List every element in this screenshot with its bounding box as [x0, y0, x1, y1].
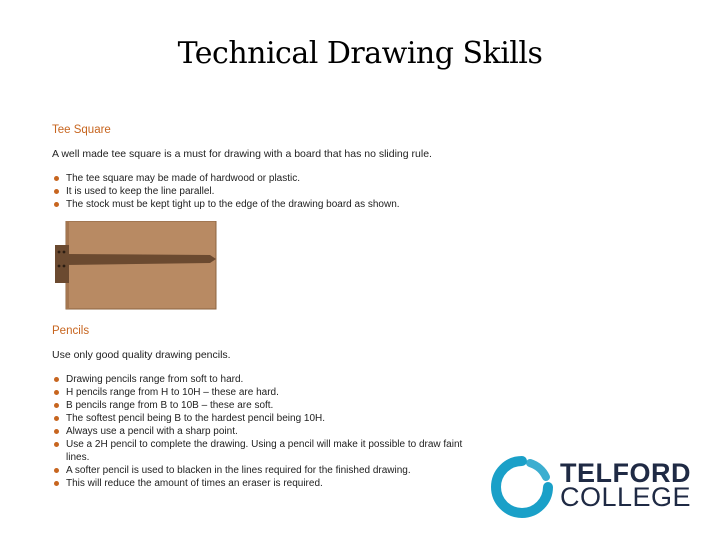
- logo-text-college: COLLEGE: [560, 482, 692, 512]
- list-item: This will reduce the amount of times an eraser is required.: [52, 477, 482, 490]
- list-item: The tee square may be made of hardwood or plastic.: [52, 172, 482, 185]
- tee-square-bullet-list: [52, 172, 482, 211]
- list-item: The softest pencil being B to the hardest pencil being 10H.: [52, 412, 482, 425]
- list-item: B pencils range from B to 10B – these are soft.: [52, 399, 482, 412]
- list-item: The stock must be kept tight up to the edge of the drawing board as shown.: [52, 198, 482, 211]
- list-item: H pencils range from H to 10H – these are hard.: [52, 386, 482, 399]
- list-item: It is used to keep the line parallel.: [52, 185, 482, 198]
- list-item: Use a 2H pencil to complete the drawing. Using a pencil will make it possible to draw faint lines.: [52, 438, 482, 464]
- tee-square-intro: A well made tee square is a must for drawing with a board that has no sliding rule.: [52, 148, 432, 160]
- pencils-intro: Use only good quality drawing pencils.: [52, 349, 231, 361]
- tee-square-heading: Tee Square: [52, 124, 111, 136]
- pencils-bullet-list: [52, 373, 482, 490]
- drawing-board: [66, 221, 216, 309]
- list-item: Always use a pencil with a sharp point.: [52, 425, 482, 438]
- tee-square-illustration: [52, 221, 222, 313]
- page-title: Technical Drawing Skills: [177, 36, 543, 71]
- pencils-heading: Pencils: [52, 325, 90, 337]
- logo-ring-icon: [490, 455, 554, 519]
- list-item: Drawing pencils range from soft to hard.: [52, 373, 482, 386]
- list-item: A softer pencil is used to blacken in the lines required for the finished drawing.: [52, 464, 482, 477]
- logo-text-telford: TELFORD: [560, 458, 691, 488]
- telford-college-logo: [490, 455, 692, 524]
- document-content: [52, 124, 482, 490]
